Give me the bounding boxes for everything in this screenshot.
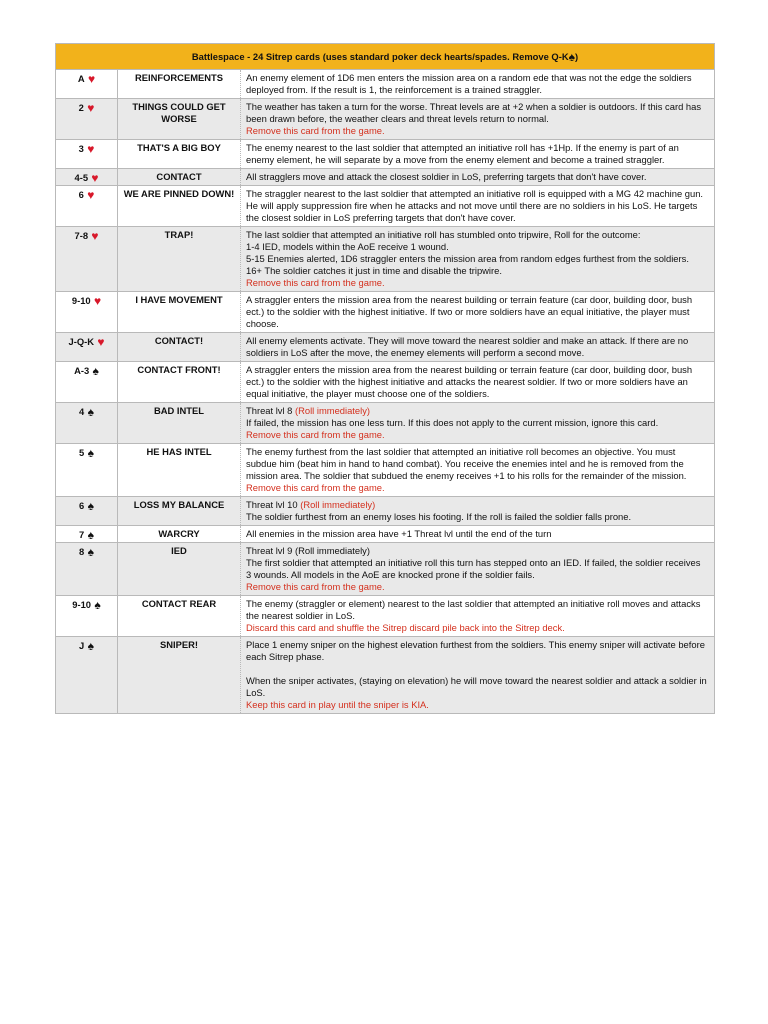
card-text xyxy=(246,499,708,511)
card-text-segment: The weather has taken a turn for the worse. Threat levels are at +2 when a soldier is outdoors. If this card has been drawn before, the weather clears and threat levels return to normal. xyxy=(246,101,702,124)
card-text-segment: Remove this card from the game. xyxy=(246,277,385,288)
paragraph-gap xyxy=(246,663,708,675)
sitrep-sheet xyxy=(55,43,714,714)
card-value-cell xyxy=(56,637,118,714)
card-text-segment: Place 1 enemy sniper on the highest elevation furthest from the soldiers. This enemy sniper will activate before each Sitrep phase. xyxy=(246,639,705,662)
card-text-segment: The enemy nearest to the last soldier that attempted an initiative roll has +1Hp. If the enemy is part of an enemy element, he will separate by a move from the enemy element and become a trained straggler. xyxy=(246,142,679,165)
card-description xyxy=(241,526,715,543)
card-value: 2 xyxy=(78,102,84,113)
card-text xyxy=(246,364,708,400)
card-text-segment: Threat lvl 8 xyxy=(246,405,295,416)
card-value-cell xyxy=(56,333,118,362)
card-text-segment: Remove this card from the game. xyxy=(246,581,385,592)
card-value: A xyxy=(77,73,85,84)
card-name: THINGS COULD GET WORSE xyxy=(118,99,241,140)
card-name: HE HAS INTEL xyxy=(118,444,241,497)
card-value-cell xyxy=(56,99,118,140)
card-rows xyxy=(56,70,715,714)
card-text-segment: The enemy (straggler or element) nearest to the last soldier that attempted an initiative roll moves and attacks the nearest soldier in LoS. xyxy=(246,598,701,621)
card-text xyxy=(246,675,708,699)
card-text-segment: If failed, the mission has one less turn. If this does not apply to the current mission, ignore this card. xyxy=(246,417,659,428)
card-rule-note xyxy=(246,277,708,289)
table-row xyxy=(56,596,715,637)
card-name: THAT'S A BIG BOY xyxy=(118,140,241,169)
card-value-cell xyxy=(56,169,118,186)
card-description xyxy=(241,227,715,292)
card-description xyxy=(241,333,715,362)
card-value-cell xyxy=(56,70,118,99)
spade-icon: ♠ xyxy=(84,499,94,513)
card-text xyxy=(246,405,708,417)
spade-icon: ♠ xyxy=(91,598,101,612)
heart-icon: ♥ xyxy=(84,72,96,86)
heart-icon: ♥ xyxy=(83,101,95,115)
card-text-segment: Remove this card from the game. xyxy=(246,429,385,440)
card-text-segment: The soldier furthest from an enemy loses his footing. If the roll is failed the soldier falls prone. xyxy=(246,511,632,522)
card-name: CONTACT! xyxy=(118,333,241,362)
card-text xyxy=(246,265,708,277)
card-value-cell xyxy=(56,403,118,444)
card-value-cell xyxy=(56,186,118,227)
table-row xyxy=(56,362,715,403)
card-value: 6 xyxy=(79,500,85,511)
card-text xyxy=(246,446,708,482)
card-text xyxy=(246,511,708,523)
card-description xyxy=(241,186,715,227)
table-title-text: Battlespace - 24 Sitrep cards (uses standard poker deck hearts/spades. Remove Q-K xyxy=(191,50,569,62)
card-name: WE ARE PINNED DOWN! xyxy=(118,186,241,227)
card-value-cell xyxy=(56,526,118,543)
card-value: 6 xyxy=(78,189,84,200)
card-name: IED xyxy=(118,543,241,596)
card-text-segment: An enemy element of 1D6 men enters the mission area on a random ede that was not the edge the soldiers deployed from. If the result is 1, the reinforcement is a trained straggler. xyxy=(246,72,692,95)
heart-icon: ♥ xyxy=(83,188,95,202)
card-text xyxy=(246,253,708,265)
card-text xyxy=(246,545,708,557)
card-description xyxy=(241,637,715,714)
table-row xyxy=(56,292,715,333)
card-text-segment: Remove this card from the game. xyxy=(246,482,385,493)
table-row xyxy=(56,99,715,140)
card-rule-note xyxy=(246,125,708,137)
card-text xyxy=(246,142,708,166)
card-text xyxy=(246,598,708,622)
table-row xyxy=(56,497,715,526)
card-text-segment: Threat lvl 9 (Roll immediately) xyxy=(246,545,370,556)
roll-immediately-note: (Roll immediately) xyxy=(300,499,376,510)
table-row xyxy=(56,169,715,186)
card-text-segment: The enemy furthest from the last soldier that attempted an initiative roll becomes an objective. You must subdue him (beat him in hand to hand combat). You receive the enemies intel and he is removed from the mission area. The soldier that subdued the enemy receives +1 to his rolls for the remainder of the mission. xyxy=(246,446,687,481)
card-value: 9-10 xyxy=(71,295,91,306)
spade-icon: ♠ xyxy=(89,364,99,378)
card-description xyxy=(241,99,715,140)
card-description xyxy=(241,169,715,186)
card-text-segment: When the sniper activates, (staying on elevation) he will move toward the nearest soldier and attack a soldier in LoS. xyxy=(246,675,707,698)
heart-icon: ♥ xyxy=(88,229,99,243)
card-text xyxy=(246,72,708,96)
card-value: 8 xyxy=(79,546,85,557)
card-text xyxy=(246,188,708,224)
card-name: WARCRY xyxy=(118,526,241,543)
card-value-cell xyxy=(56,596,118,637)
table-row xyxy=(56,186,715,227)
card-value: 7-8 xyxy=(74,230,89,241)
table-row xyxy=(56,333,715,362)
card-rule-note xyxy=(246,429,708,441)
card-description xyxy=(241,497,715,526)
card-value-cell xyxy=(56,444,118,497)
spade-icon: ♠ xyxy=(84,545,94,559)
card-name: CONTACT xyxy=(118,169,241,186)
card-text xyxy=(246,294,708,330)
card-value-cell xyxy=(56,543,118,596)
card-name: CONTACT FRONT! xyxy=(118,362,241,403)
card-value: 9-10 xyxy=(72,599,92,610)
card-rule-note xyxy=(246,482,708,494)
spade-icon: ♠ xyxy=(84,528,94,542)
card-value-cell xyxy=(56,227,118,292)
card-text xyxy=(246,101,708,125)
card-value: J xyxy=(79,640,85,651)
card-description xyxy=(241,70,715,99)
spade-icon: ♠ xyxy=(84,405,94,419)
table-row xyxy=(56,526,715,543)
card-value: 3 xyxy=(78,143,84,154)
card-text-segment: 16+ The soldier catches it just in time and disable the tripwire. xyxy=(246,265,502,276)
heart-icon: ♥ xyxy=(94,335,105,349)
card-description xyxy=(241,596,715,637)
table-row xyxy=(56,637,715,714)
card-description xyxy=(241,543,715,596)
heart-icon: ♥ xyxy=(90,294,102,308)
sitrep-table xyxy=(55,43,715,714)
table-row xyxy=(56,70,715,99)
card-value: 5 xyxy=(79,447,85,458)
card-name: TRAP! xyxy=(118,227,241,292)
card-text-segment: 1-4 IED, models within the AoE receive 1 wound. xyxy=(246,241,449,252)
roll-immediately-note: (Roll immediately) xyxy=(294,405,370,416)
card-value-cell xyxy=(56,140,118,169)
card-name: LOSS MY BALANCE xyxy=(118,497,241,526)
card-name: SNIPER! xyxy=(118,637,241,714)
table-row xyxy=(56,403,715,444)
card-value: 4-5 xyxy=(74,172,89,183)
card-text xyxy=(246,557,708,581)
card-text-segment: The first soldier that attempted an initiative roll this turn has stepped onto an IED. If failed, the soldier receives 3 wounds. All models in the AoE are knocked prone if the soldier fails. xyxy=(246,557,701,580)
card-name: CONTACT REAR xyxy=(118,596,241,637)
table-row xyxy=(56,444,715,497)
table-row xyxy=(56,140,715,169)
card-text-segment: The straggler nearest to the last soldier that attempted an initiative roll is equipped with a MG 42 machine gun. He will apply suppression fire when he attacks and not move until there are no soldiers in his LoS. He targets the closest soldier in LoS preferring targets that don't have cover. xyxy=(246,188,704,223)
card-rule-note xyxy=(246,581,708,593)
table-row xyxy=(56,227,715,292)
card-text-segment: All enemies in the mission area have +1 Threat lvl until the end of the turn xyxy=(246,528,552,539)
card-rule-note xyxy=(246,699,708,711)
table-title-suffix: ) xyxy=(575,50,579,62)
card-text-segment: Discard this card and shuffle the Sitrep discard pile back into the Sitrep deck. xyxy=(246,622,565,633)
card-value: 7 xyxy=(79,529,85,540)
card-text-segment: A straggler enters the mission area from the nearest building or terrain feature (car door, building door, bush ect.) to the soldier with the highest initiative. If two or more soldiers have an equal initiative, the player must choose. xyxy=(246,294,693,329)
card-text-segment: All stragglers move and attack the closest soldier in LoS, preferring targets that don't have cover. xyxy=(246,171,647,182)
card-text-segment: All enemy elements activate. They will move toward the nearest soldier and make an attack. If there are no soldiers in LoS after the move, the enemey elements will perform a second move. xyxy=(246,335,689,358)
card-text xyxy=(246,229,708,241)
card-description xyxy=(241,362,715,403)
card-value-cell xyxy=(56,497,118,526)
card-text xyxy=(246,528,708,540)
card-text-segment: A straggler enters the mission area from the nearest building or terrain feature (car door, building door, bush ect.) to the soldier with the highest initiative and attacks the nearest soldier. If two or more soldiers have an equal initiative, the player must choose one of the soldiers. xyxy=(246,364,693,399)
card-text xyxy=(246,241,708,253)
spade-icon: ♠ xyxy=(84,446,94,460)
card-text xyxy=(246,639,708,663)
card-text-segment: 5-15 Enemies alerted, 1D6 straggler enters the mission area from random edges furthest from the soldiers. xyxy=(246,253,689,264)
card-text xyxy=(246,171,708,183)
card-text xyxy=(246,335,708,359)
card-value-cell xyxy=(56,362,118,403)
heart-icon: ♥ xyxy=(88,171,99,185)
heart-icon: ♥ xyxy=(83,142,95,156)
card-rule-note xyxy=(246,622,708,634)
card-text-segment: The last soldier that attempted an initiative roll has stumbled onto tripwire, Roll for the outcome: xyxy=(246,229,641,240)
card-value: J-Q-K xyxy=(68,336,95,347)
card-name: I HAVE MOVEMENT xyxy=(118,292,241,333)
card-description xyxy=(241,403,715,444)
card-text-segment: Threat lvl 10 xyxy=(246,499,301,510)
card-value-cell xyxy=(56,292,118,333)
table-title xyxy=(56,44,715,70)
card-value: 4 xyxy=(79,406,85,417)
table-row xyxy=(56,543,715,596)
card-description xyxy=(241,140,715,169)
card-text-segment: Remove this card from the game. xyxy=(246,125,385,136)
card-value: A-3 xyxy=(74,365,90,376)
spade-icon: ♠ xyxy=(84,639,94,653)
card-name: BAD INTEL xyxy=(118,403,241,444)
card-description xyxy=(241,444,715,497)
card-text xyxy=(246,417,708,429)
card-description xyxy=(241,292,715,333)
spade-icon: ♠ xyxy=(568,49,575,64)
card-text-segment: Keep this card in play until the sniper is KIA. xyxy=(246,699,429,710)
card-name: REINFORCEMENTS xyxy=(118,70,241,99)
